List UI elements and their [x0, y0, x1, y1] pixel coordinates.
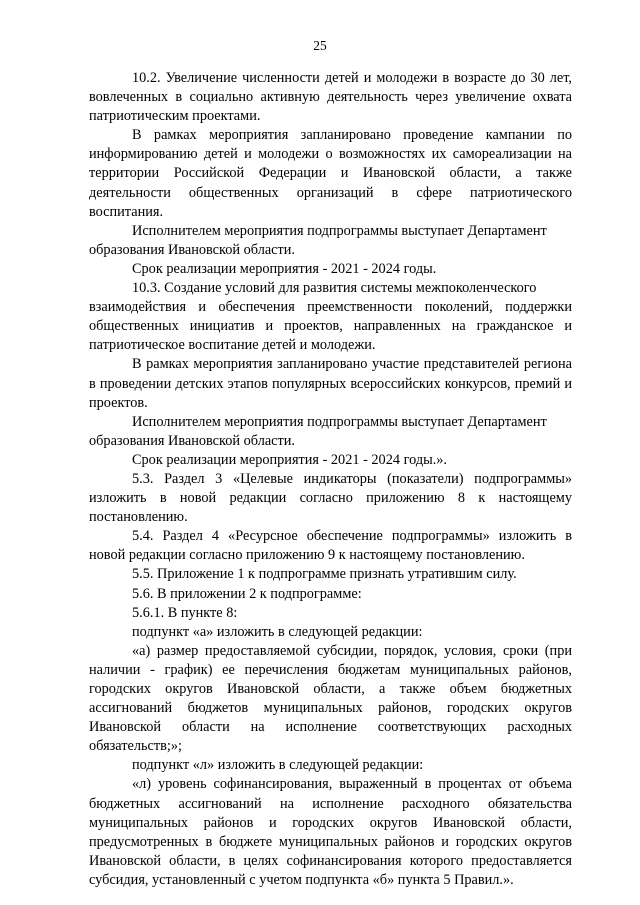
- page-number: 25: [313, 38, 327, 53]
- paragraph: подпункт «л» изложить в следующей редакции:: [132, 757, 424, 774]
- paragraph: взаимодействия и обеспечения преемственности поколений, поддержки общественных инициатив и проектов, направленных на гражданское и патриотическое воспитание детей и молодежи.: [89, 299, 572, 354]
- paragraph: образования Ивановской области.: [89, 432, 295, 449]
- paragraph: Исполнителем мероприятия подпрограммы выступает Департамент: [132, 413, 547, 430]
- paragraph: образования Ивановской области.: [89, 241, 295, 258]
- paragraph: 5.6.1. В пункте 8:: [132, 604, 238, 621]
- paragraph: Исполнителем мероприятия подпрограммы выступает Департамент: [132, 222, 547, 239]
- paragraph: 5.4. Раздел 4 «Ресурсное обеспечение подпрограммы» изложить в новой редакции согласно приложению 9 к настоящему постановлению.: [89, 528, 572, 564]
- paragraph: 5.3. Раздел 3 «Целевые индикаторы (показатели) подпрограммы» изложить в новой редакции согласно приложению 8 к настоящему постановлению.: [89, 470, 572, 526]
- paragraph: 5.5. Приложение 1 к подпрограмме признать утратившим силу.: [132, 566, 517, 583]
- paragraph: Срок реализации мероприятия - 2021 - 2024 годы.».: [132, 451, 447, 468]
- paragraph: «л) уровень софинансирования, выраженный в процентах от объема бюджетных ассигнований на исполнение расходного обязательства муниципальных районов и городских округов Ивановской области, предусмотренных в бюджете муниципальных районов и городских округов Ивановской области, в целях софинансирования которого предоставляется субсидия, установленный с учетом подпункта «б» пункта 5 Правил.».: [89, 776, 572, 888]
- paragraph: 10.2. Увеличение численности детей и молодежи в возрасте до 30 лет, вовлеченных в социально активную деятельность через увеличение охвата патриотическим проектами.: [89, 70, 572, 125]
- paragraph: Срок реализации мероприятия - 2021 - 2024 годы.: [132, 260, 437, 277]
- paragraph: подпункт «а» изложить в следующей редакции:: [132, 623, 423, 640]
- paragraph: «а) размер предоставляемой субсидии, порядок, условия, сроки (при наличии - график) ее перечисления бюджетам муниципальных районов, городских округов Ивановской области, а также объем бюджетных ассигнований бюджетов муниципальных районов, городских округов Ивановской области на исполнение соответствующих расходных обязательств;»;: [89, 642, 572, 755]
- paragraph: В рамках мероприятия запланировано проведение кампании по информированию детей и молодежи о возможностях их самореализации на территории Российской Федерации и Ивановской области, а также деятельности общественных организаций в сфере патриотического воспитания.: [89, 127, 572, 220]
- paragraph: В рамках мероприятия запланировано участие представителей региона в проведении детских этапов популярных всероссийских конкурсов, премий и проектов.: [89, 356, 572, 411]
- paragraph: 10.3. Создание условий для развития системы межпоколенческого: [132, 280, 537, 297]
- document-body: [89, 69, 572, 890]
- paragraph: 5.6. В приложении 2 к подпрограмме:: [132, 585, 362, 602]
